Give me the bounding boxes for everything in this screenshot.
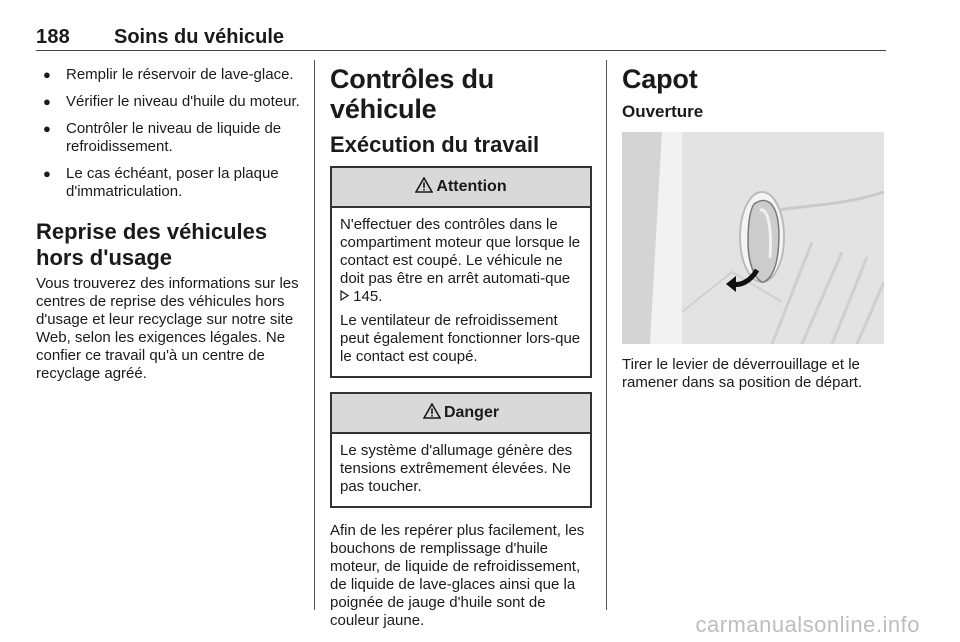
checklist bbox=[36, 66, 300, 201]
column-middle bbox=[330, 60, 592, 636]
watermark: carmanualsonline.info bbox=[695, 612, 920, 637]
list-item: ● Vérifier le niveau d'huile du moteur. bbox=[43, 93, 300, 110]
hood-instruction: Tirer le levier de déverrouillage et le ramener dans sa position de départ. bbox=[622, 356, 863, 391]
danger-label: Danger bbox=[443, 404, 500, 421]
attention-paragraph-2: Le ventilateur de refroidissement peut également fonctionner lors-que le contact est coupé. bbox=[340, 312, 581, 365]
page-reference-icon bbox=[340, 288, 349, 305]
bullet-icon: ● bbox=[43, 94, 51, 109]
attention-box bbox=[330, 166, 592, 378]
attention-label: Attention bbox=[436, 178, 507, 195]
page-reference[interactable]: 145. bbox=[353, 288, 383, 305]
yellow-caps-paragraph: Afin de les repérer plus facilement, les bouchons de remplissage d'huile moteur, de liquide de refroidissement, de liquide de lave-glaces ainsi que la poignée de jauge d'huile sont de couleur jaune. bbox=[330, 522, 585, 629]
danger-body bbox=[332, 434, 590, 506]
column-left bbox=[36, 60, 300, 389]
bullet-icon: ● bbox=[43, 121, 51, 136]
page-number: 188 bbox=[36, 26, 70, 48]
column-divider-right bbox=[606, 60, 607, 610]
recycling-paragraph: Vous trouverez des informations sur les centres de reprise des véhicules hors d'usage et leur recyclage sur notre site Web, selon les exigences légales. Ne confier ce travail qu'à un centre de recyclage agréé. bbox=[36, 275, 299, 382]
danger-header bbox=[332, 394, 590, 434]
warning-triangle-icon bbox=[423, 403, 441, 424]
attention-body bbox=[332, 208, 590, 376]
chapter-subtitle: Exécution du travail bbox=[330, 132, 540, 157]
hood-release-lever-illustration bbox=[622, 132, 884, 344]
recycling-heading: Reprise des véhicules hors d'usage bbox=[36, 219, 268, 270]
danger-box bbox=[330, 392, 592, 508]
hood-subtitle: Ouverture bbox=[622, 102, 704, 121]
column-divider-left bbox=[314, 60, 315, 610]
list-item: ● Le cas échéant, poser la plaque d'immatriculation. bbox=[43, 165, 279, 200]
attention-paragraph: N'effectuer des contrôles dans le compartiment moteur que lorsque le contact est coupé. Le véhicule ne doit pas être en arrêt automati-que 145. bbox=[340, 216, 581, 305]
page-header bbox=[36, 26, 886, 50]
header-divider bbox=[36, 50, 886, 51]
list-item: ● Remplir le réservoir de lave-glace. bbox=[43, 66, 294, 83]
section-title: Soins du véhicule bbox=[114, 26, 285, 48]
column-right bbox=[622, 60, 888, 398]
list-item: ● Contrôler le niveau de liquide de refroidissement. bbox=[43, 120, 282, 155]
warning-triangle-icon bbox=[415, 177, 433, 198]
bullet-icon: ● bbox=[43, 67, 51, 82]
attention-header bbox=[332, 168, 590, 208]
danger-paragraph: Le système d'allumage génère des tensions extrêmement élevées. Ne pas toucher. bbox=[340, 442, 573, 495]
hood-title: Capot bbox=[622, 64, 698, 94]
chapter-title: Contrôles du véhicule bbox=[330, 64, 495, 124]
bullet-icon: ● bbox=[43, 166, 51, 181]
